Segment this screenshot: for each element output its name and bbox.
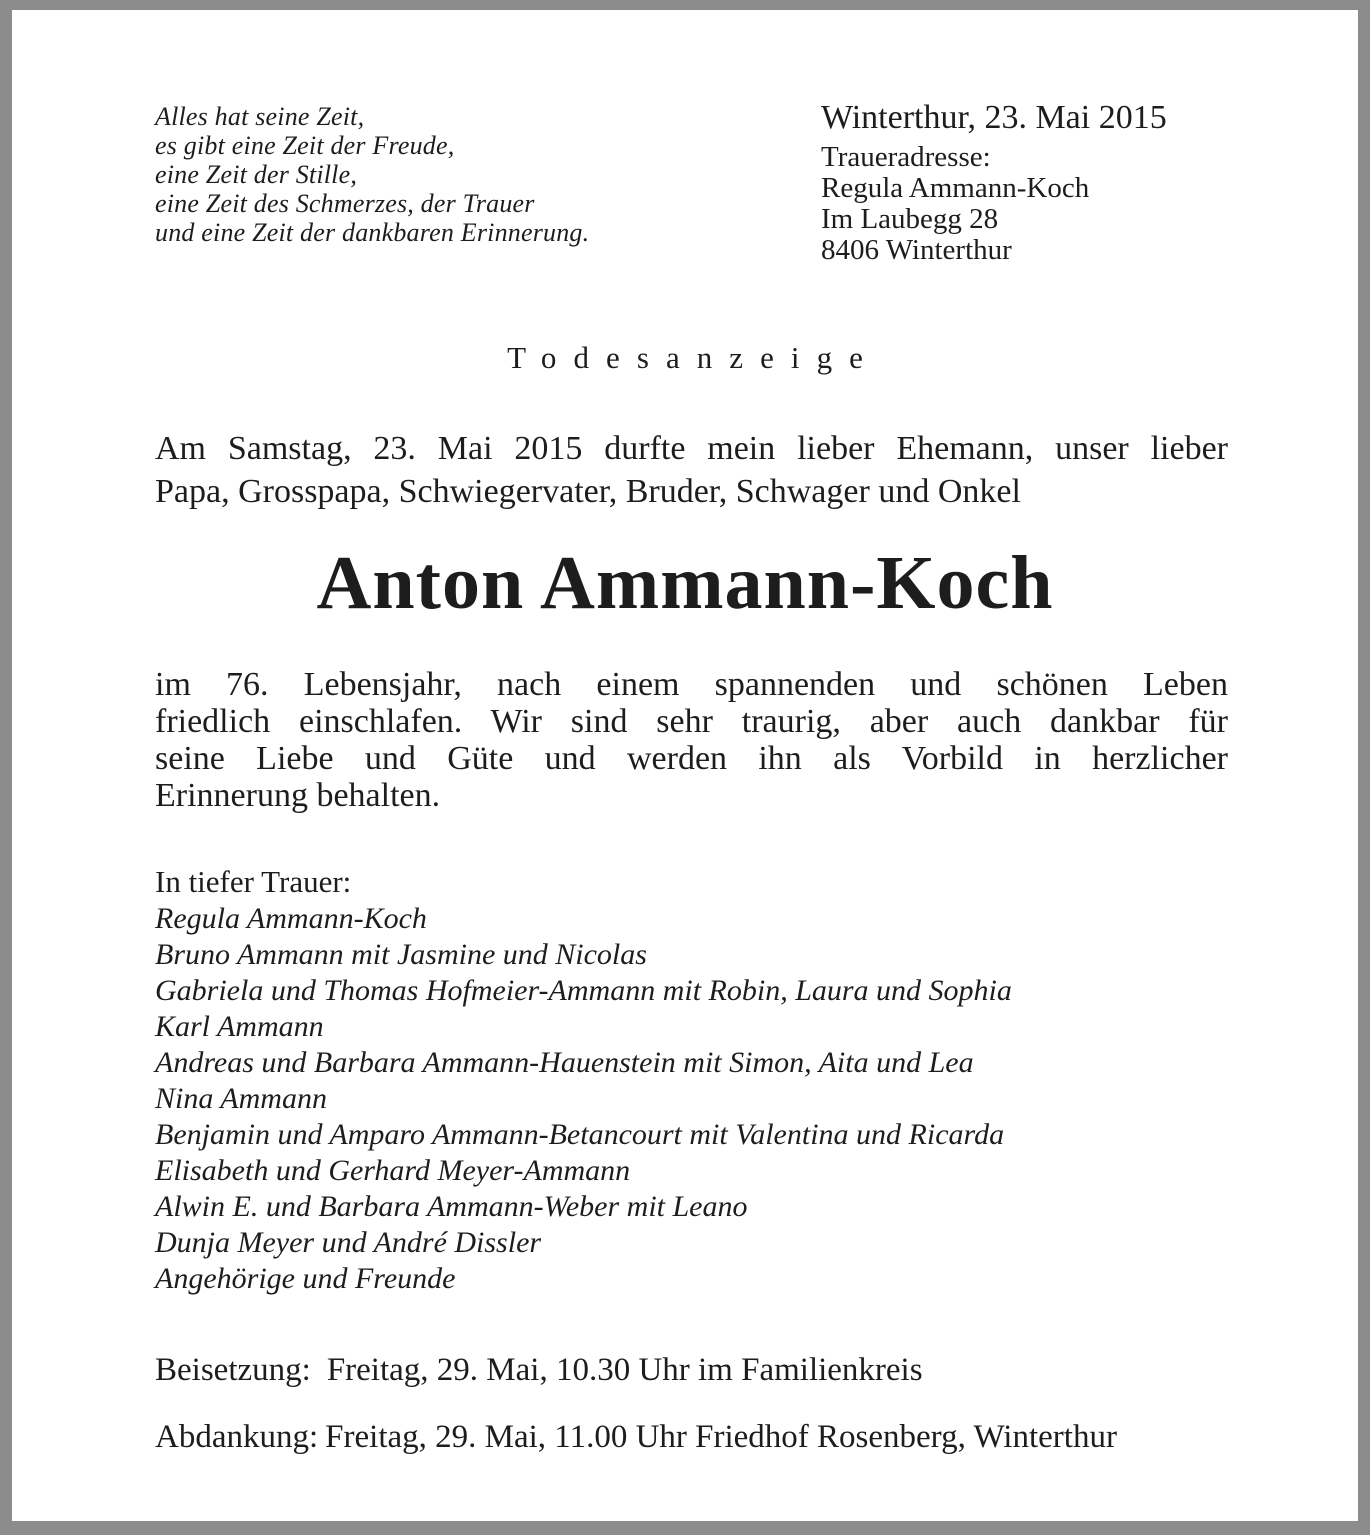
- mourner-line: Regula Ammann-Koch: [155, 902, 427, 935]
- burial-details: Freitag, 29. Mai, 10.30 Uhr im Familienkreis: [326, 1352, 923, 1388]
- mourner-line: Dunja Meyer und André Dissler: [155, 1226, 542, 1259]
- burial-label: Beisetzung:: [155, 1352, 311, 1388]
- memorial-label: Abdankung:: [155, 1419, 319, 1455]
- body-line: seine Liebe und Güte und werden ihn als Vorbild in herzlicher: [155, 740, 1228, 777]
- mourner-line: Andreas und Barbara Ammann-Hauenstein mit Simon, Aita und Lea: [155, 1046, 974, 1079]
- body-line: friedlich einschlafen. Wir sind sehr traurig, aber auch dankbar für: [155, 703, 1228, 740]
- mourner-line: Alwin E. und Barbara Ammann-Weber mit Leano: [155, 1190, 748, 1223]
- obituary-page: [12, 10, 1358, 1521]
- mourning-address-line: 8406 Winterthur: [821, 234, 1012, 266]
- verse-line: es gibt eine Zeit der Freude,: [155, 131, 455, 160]
- body-line: im 76. Lebensjahr, nach einem spannenden und schönen Leben: [155, 666, 1228, 703]
- body-paragraph: [155, 666, 1228, 814]
- verse-line: eine Zeit der Stille,: [155, 160, 358, 189]
- intro-line: Papa, Grosspapa, Schwiegervater, Bruder, Schwager und Onkel: [155, 473, 1021, 510]
- notice-title: Todesanzeige: [507, 340, 880, 375]
- opening-verse: [155, 102, 589, 247]
- mourner-line: Benjamin und Amparo Ammann-Betancourt mit Valentina und Ricarda: [155, 1118, 1005, 1151]
- mourning-address-label: Traueradresse:: [821, 141, 991, 173]
- intro-paragraph: [155, 427, 1228, 513]
- mourning-address-line: Im Laubegg 28: [821, 203, 999, 235]
- memorial-line: [155, 1417, 1117, 1457]
- mourners-list: [155, 901, 1012, 1297]
- memorial-details: Freitag, 29. Mai, 11.00 Uhr Friedhof Rosenberg, Winterthur: [325, 1419, 1117, 1455]
- mourners-heading: In tiefer Trauer:: [155, 864, 352, 899]
- verse-line: und eine Zeit der dankbaren Erinnerung.: [155, 218, 590, 247]
- burial-line: [155, 1350, 923, 1390]
- deceased-name: Anton Ammann-Koch: [316, 541, 1054, 625]
- mourner-line: Gabriela und Thomas Hofmeier-Ammann mit Robin, Laura und Sophia: [155, 974, 1012, 1007]
- verse-line: eine Zeit des Schmerzes, der Trauer: [155, 189, 535, 218]
- mourner-line: Elisabeth und Gerhard Meyer-Ammann: [155, 1154, 631, 1187]
- mourner-line: Karl Ammann: [155, 1010, 324, 1043]
- intro-line: Am Samstag, 23. Mai 2015 durfte mein lieber Ehemann, unser lieber: [155, 430, 1228, 467]
- mourning-address: [821, 142, 1167, 266]
- mourner-line: Angehörige und Freunde: [155, 1262, 456, 1295]
- mourner-line: Nina Ammann: [155, 1082, 327, 1115]
- verse-line: Alles hat seine Zeit,: [155, 102, 365, 131]
- mourning-address-line: Regula Ammann-Koch: [821, 172, 1090, 204]
- body-line: Erinnerung behalten.: [155, 777, 441, 814]
- date-address-block: [821, 99, 1167, 266]
- mourner-line: Bruno Ammann mit Jasmine und Nicolas: [155, 938, 647, 971]
- dateline: Winterthur, 23. Mai 2015: [821, 99, 1167, 136]
